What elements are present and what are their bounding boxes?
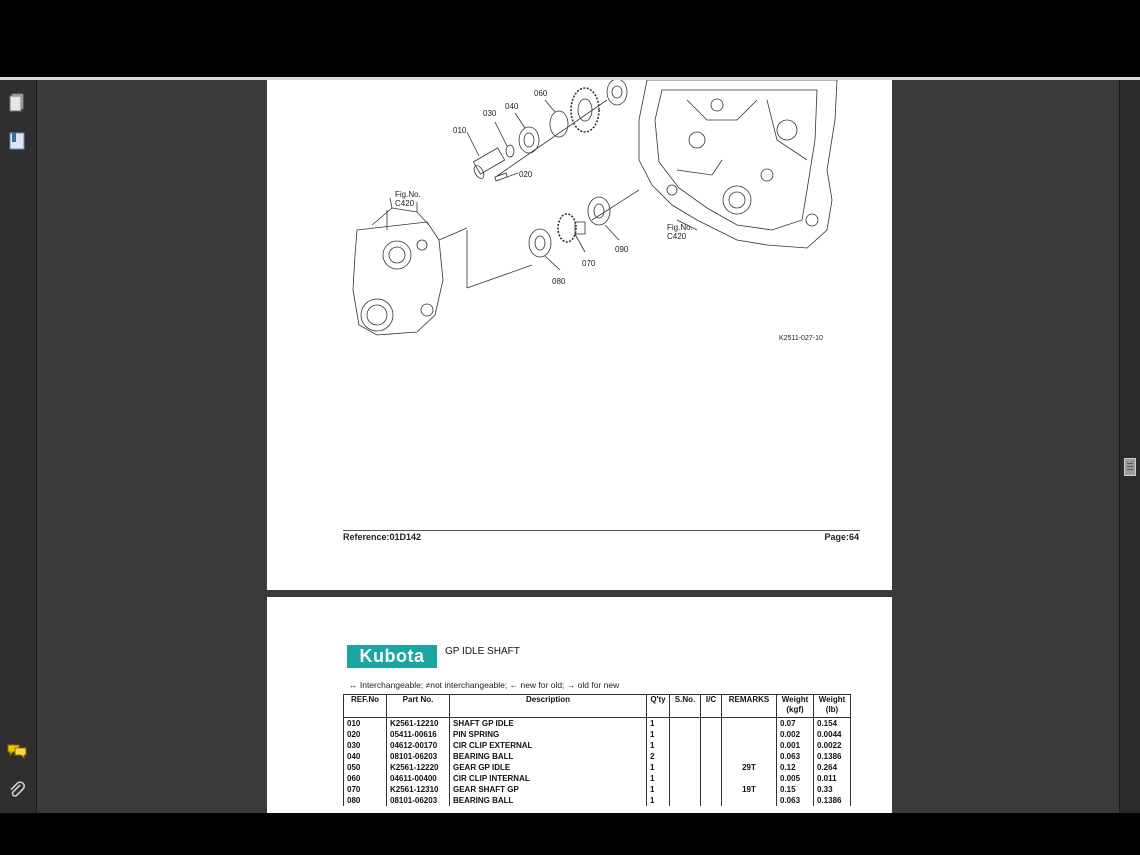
cell-remarks xyxy=(722,773,777,784)
callout-020: 020 xyxy=(519,170,533,179)
pages-icon[interactable] xyxy=(6,92,28,114)
col-part-no: Part No. xyxy=(387,695,450,718)
cell-ref-no: 020 xyxy=(344,729,387,740)
cell-ref-no: 070 xyxy=(344,784,387,795)
cell-remarks xyxy=(722,795,777,806)
callout-060: 060 xyxy=(534,89,548,98)
cell-ic xyxy=(701,795,722,806)
callout-030: 030 xyxy=(483,109,497,118)
table-row xyxy=(344,740,851,751)
cell-ic xyxy=(701,762,722,773)
cell-remarks xyxy=(722,718,777,730)
cell-ref-no: 030 xyxy=(344,740,387,751)
cell-sno xyxy=(670,784,701,795)
callout-040: 040 xyxy=(505,102,519,111)
callout-070: 070 xyxy=(582,259,596,268)
cell-remarks xyxy=(722,729,777,740)
cell-sno xyxy=(670,740,701,751)
cell-qty: 2 xyxy=(647,751,670,762)
table-row xyxy=(344,795,851,806)
cell-description: PIN SPRING xyxy=(450,729,647,740)
cell-remarks xyxy=(722,751,777,762)
cell-weight-kgf: 0.001 xyxy=(777,740,814,751)
cell-qty: 1 xyxy=(647,762,670,773)
scrollbar-thumb[interactable] xyxy=(1124,458,1136,476)
callout-010: 010 xyxy=(453,126,467,135)
cell-ic xyxy=(701,773,722,784)
attachments-icon[interactable] xyxy=(6,780,28,802)
cell-description: GEAR SHAFT GP xyxy=(450,784,647,795)
cell-weight-kgf: 0.07 xyxy=(777,718,814,730)
cell-ref-no: 040 xyxy=(344,751,387,762)
cell-part-no: 04611-00400 xyxy=(387,773,450,784)
cell-weight-lb: 0.264 xyxy=(814,762,851,773)
cell-weight-kgf: 0.15 xyxy=(777,784,814,795)
table-header-row xyxy=(344,695,851,718)
cell-weight-lb: 0.154 xyxy=(814,718,851,730)
cell-weight-kgf: 0.005 xyxy=(777,773,814,784)
cell-part-no: 04612-00170 xyxy=(387,740,450,751)
cell-weight-kgf: 0.002 xyxy=(777,729,814,740)
callout-080: 080 xyxy=(552,277,566,286)
fig-label-right: Fig.No. C420 xyxy=(667,223,693,241)
table-row xyxy=(344,784,851,795)
cell-weight-lb: 0.33 xyxy=(814,784,851,795)
cell-weight-lb: 0.0022 xyxy=(814,740,851,751)
cell-weight-kgf: 0.063 xyxy=(777,751,814,762)
cell-qty: 1 xyxy=(647,740,670,751)
col-remarks: REMARKS xyxy=(722,695,777,718)
document-viewer[interactable] xyxy=(37,80,1119,813)
col-ic: I/C xyxy=(701,695,722,718)
cell-remarks xyxy=(722,740,777,751)
parts-table xyxy=(343,694,851,806)
cell-sno xyxy=(670,795,701,806)
interchange-legend: ↔ Interchangeable; ≠not interchangeable; ← new for old; → old for new xyxy=(349,680,620,690)
cell-qty: 1 xyxy=(647,773,670,784)
cell-part-no: K2561-12310 xyxy=(387,784,450,795)
cell-part-no: 05411-00616 xyxy=(387,729,450,740)
navigation-panel xyxy=(0,80,37,813)
cell-description: GEAR GP IDLE xyxy=(450,762,647,773)
cell-weight-lb: 0.011 xyxy=(814,773,851,784)
col-qty: Q'ty xyxy=(647,695,670,718)
cell-part-no: K2561-12220 xyxy=(387,762,450,773)
cell-weight-lb: 0.1386 xyxy=(814,751,851,762)
cell-ic xyxy=(701,740,722,751)
cell-ic xyxy=(701,784,722,795)
cell-ref-no: 050 xyxy=(344,762,387,773)
table-row xyxy=(344,751,851,762)
table-row xyxy=(344,773,851,784)
cell-description: CIR CLIP EXTERNAL xyxy=(450,740,647,751)
table-row xyxy=(344,729,851,740)
cell-part-no: 08101-06203 xyxy=(387,795,450,806)
cell-description: BEARING BALL xyxy=(450,751,647,762)
status-bar xyxy=(0,813,1140,855)
bookmarks-icon[interactable] xyxy=(6,130,28,152)
cell-ic xyxy=(701,718,722,730)
exploded-parts-diagram xyxy=(267,80,892,530)
table-row xyxy=(344,718,851,730)
vertical-scrollbar[interactable] xyxy=(1119,80,1140,813)
cell-weight-kgf: 0.12 xyxy=(777,762,814,773)
cell-ref-no: 010 xyxy=(344,718,387,730)
reference-label: Reference:01D142 xyxy=(343,532,422,542)
col-weight-kgf: Weight (kgf) xyxy=(777,695,814,718)
cell-ic xyxy=(701,729,722,740)
cell-remarks: 19T xyxy=(722,784,777,795)
fig-label-left: Fig.No. C420 xyxy=(395,190,421,208)
col-sno: S.No. xyxy=(670,695,701,718)
pdf-page-65 xyxy=(267,597,892,813)
cell-part-no: K2561-12210 xyxy=(387,718,450,730)
cell-part-no: 08101-06203 xyxy=(387,751,450,762)
cell-sno xyxy=(670,773,701,784)
drawing-code: K2511-027-10 xyxy=(779,335,823,342)
cell-description: BEARING BALL xyxy=(450,795,647,806)
footer-rule xyxy=(343,530,860,531)
callout-090: 090 xyxy=(615,245,629,254)
cell-weight-lb: 0.1386 xyxy=(814,795,851,806)
cell-sno xyxy=(670,751,701,762)
comments-icon[interactable] xyxy=(6,740,28,762)
cell-sno xyxy=(670,718,701,730)
cell-qty: 1 xyxy=(647,795,670,806)
menu-bar-area xyxy=(0,0,1140,78)
page-number: Page:64 xyxy=(824,532,859,542)
kubota-logo: Kubota xyxy=(347,645,437,668)
cell-qty: 1 xyxy=(647,718,670,730)
table-row xyxy=(344,762,851,773)
cell-remarks: 29T xyxy=(722,762,777,773)
cell-ic xyxy=(701,751,722,762)
cell-description: SHAFT GP IDLE xyxy=(450,718,647,730)
cell-qty: 1 xyxy=(647,784,670,795)
cell-sno xyxy=(670,729,701,740)
cell-ref-no: 060 xyxy=(344,773,387,784)
col-ref-no: REF.No xyxy=(344,695,387,718)
cell-weight-lb: 0.0044 xyxy=(814,729,851,740)
col-description: Description xyxy=(450,695,647,718)
col-weight-lb: Weight (lb) xyxy=(814,695,851,718)
cell-ref-no: 080 xyxy=(344,795,387,806)
cell-description: CIR CLIP INTERNAL xyxy=(450,773,647,784)
cell-qty: 1 xyxy=(647,729,670,740)
page-title: GP IDLE SHAFT xyxy=(445,646,520,657)
cell-sno xyxy=(670,762,701,773)
cell-weight-kgf: 0.063 xyxy=(777,795,814,806)
pdf-page-64 xyxy=(267,80,892,590)
